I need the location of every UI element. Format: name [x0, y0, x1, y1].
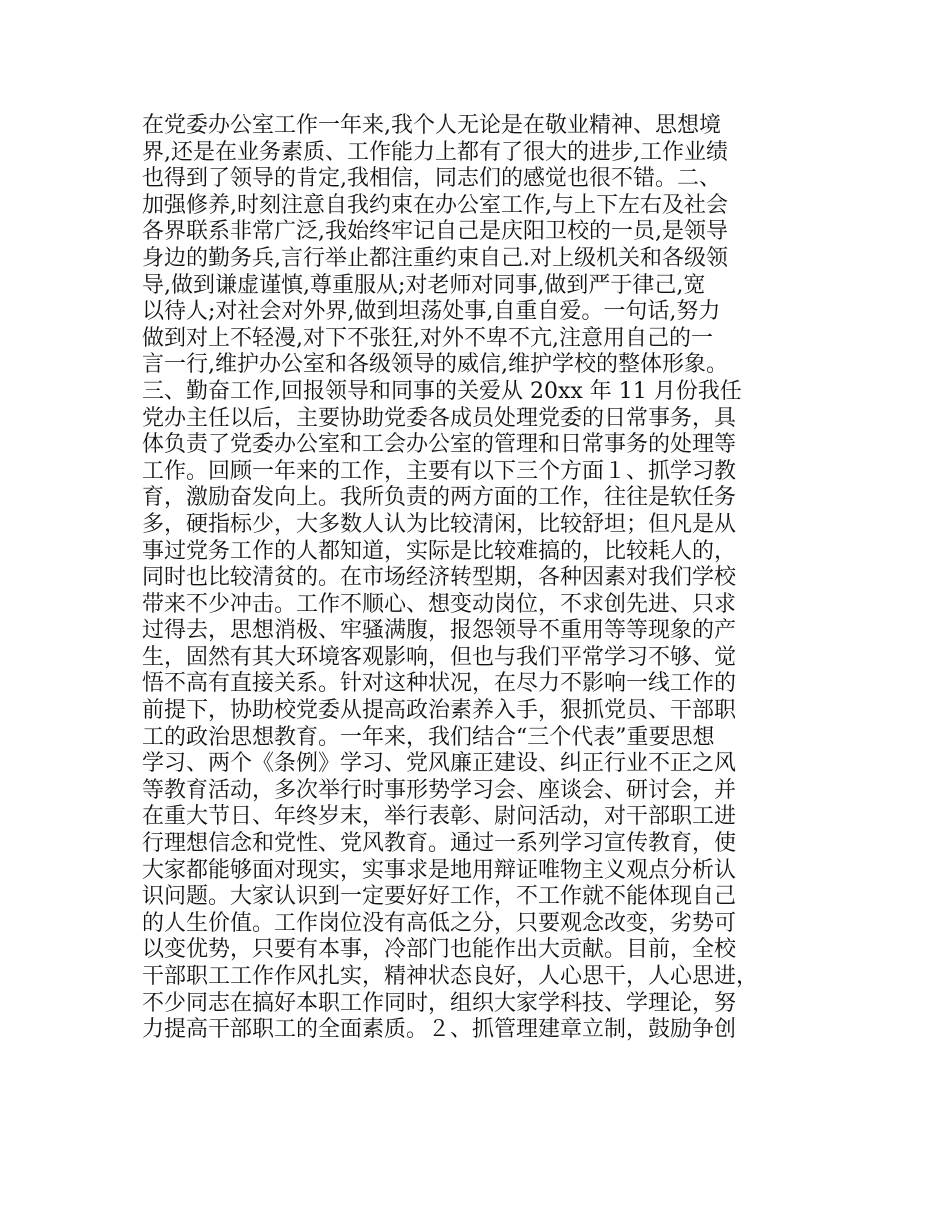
text-line: 做到对上不轻漫,对下不张狂,对外不卑不亢,注意用自己的一: [142, 325, 713, 351]
text-line: 三、勤奋工作,回报领导和同事的关爱从 20xx 年 11 月份我任: [142, 378, 742, 404]
text-line: 不少同志在搞好本职工作同时，组织大家学科技、学理论，努: [142, 990, 737, 1016]
text-line: 界,还是在业务素质、工作能力上都有了很大的进步,工作业绩: [142, 139, 728, 165]
text-line: 学习、两个《条例》学习、党风廉正建设、纠正行业不正之风: [142, 751, 737, 777]
text-line: 等教育活动，多次举行时事形势学习会、座谈会、研讨会，并: [142, 777, 737, 803]
text-line: 行理想信念和党性、党风教育。通过一系列学习宣传教育，使: [142, 831, 737, 857]
text-line: 大家都能够面对现实，实事求是地用辩证唯物主义观点分析认: [142, 857, 737, 883]
text-line: 识问题。大家认识到一定要好好工作，不工作就不能体现自己: [142, 884, 737, 910]
text-line: 多，硬指标少，大多数人认为比较清闲，比较舒坦；但凡是从: [142, 511, 737, 537]
text-line: 带来不少冲击。工作不顺心、想变动岗位，不求创先进、只求: [142, 591, 737, 617]
text-line: 言一行,维护办公室和各级领导的威信,维护学校的整体形象。: [142, 352, 728, 378]
text-line: 体负责了党委办公室和工会办公室的管理和日常事务的处理等: [142, 432, 737, 458]
text-line: 加强修养,时刻注意自我约束在办公室工作,与上下左右及社会: [142, 192, 728, 218]
text-line: 导,做到谦虚谨慎,尊重服从;对老师对同事,做到严于律己,宽: [142, 272, 706, 298]
text-line: 的人生价值。工作岗位没有高低之分，只要观念改变，劣势可: [142, 910, 737, 936]
text-line: 在重大节日、年终岁末，举行表彰、尉问活动，对干部职工进: [142, 804, 737, 830]
text-line: 以变优势，只要有本事，冷部门也能作出大贡献。目前，全校: [142, 937, 737, 963]
body-text: [142, 113, 832, 1044]
text-line: 工的政治思想教育。一年来，我们结合“三个代表”重要思想: [142, 724, 715, 750]
text-line: 同时也比较清贫的。在市场经济转型期，各种因素对我们学校: [142, 565, 737, 591]
text-line: 育，激励奋发向上。我所负责的两方面的工作，往往是软任务: [142, 485, 737, 511]
text-line: 事过党务工作的人都知道，实际是比较难搞的，比较耗人的，: [142, 538, 737, 564]
text-line: 党办主任以后，主要协助党委各成员处理党委的日常事务，具: [142, 405, 737, 431]
text-line: 力提高干部职工的全面素质。２、抓管理建章立制，鼓励争创: [142, 1017, 737, 1043]
text-line: 生，固然有其大环境客观影响，但也与我们平常学习不够、觉: [142, 644, 737, 670]
text-line: 各界联系非常广泛,我始终牢记自己是庆阳卫校的一员,是领导: [142, 219, 728, 245]
text-line: 悟不高有直接关系。针对这种状况，在尽力不影响一线工作的: [142, 671, 737, 697]
text-line: 在党委办公室工作一年来,我个人无论是在敬业精神、思想境: [142, 113, 721, 138]
text-line: 干部职工工作作风扎实，精神状态良好，人心思干，人心思进，: [142, 964, 759, 989]
text-line: 工作。回顾一年来的工作，主要有以下三个方面１、抓学习教: [142, 458, 737, 484]
text-line: 过得去，思想消极、牢骚满腹，报怨领导不重用等等现象的产: [142, 618, 737, 644]
text-line: 以待人;对社会对外界,做到坦荡处事,自重自爱。一句话,努力: [142, 299, 721, 325]
text-line: 身边的勤务兵,言行举止都注重约束自己.对上级机关和各级领: [142, 245, 728, 271]
text-line: 也得到了领导的肯定,我相信，同志们的感觉也很不错。二、: [142, 166, 721, 192]
text-line: 前提下，协助校党委从提高政治素养入手，狠抓党员、干部职: [142, 698, 737, 724]
